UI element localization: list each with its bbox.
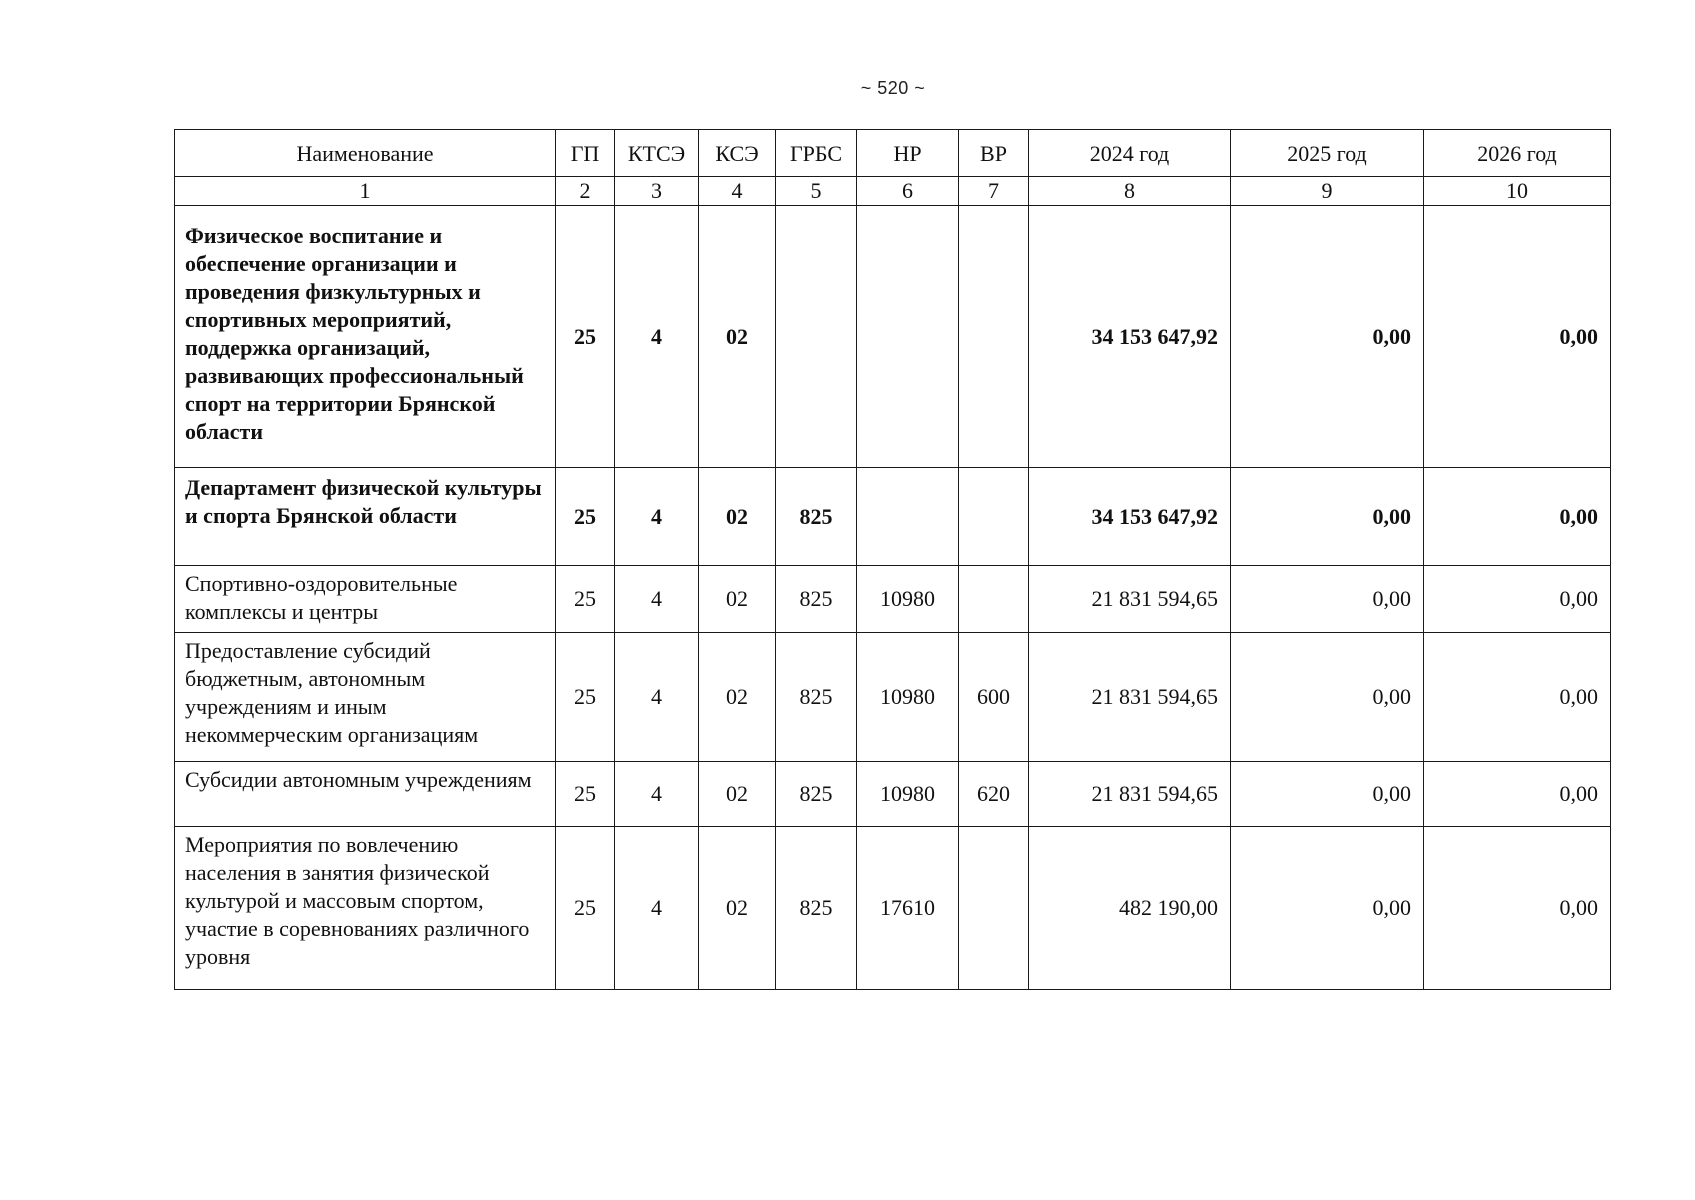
header-2024: 2024 год [1029, 130, 1231, 177]
row-name: Мероприятия по вовлечению населения в занятия физической культурой и массовым спортом, участие в соревнованиях различного уровня [175, 827, 556, 990]
row-vr: 620 [959, 762, 1029, 827]
column-number: 4 [699, 177, 776, 206]
row-gp: 25 [556, 827, 615, 990]
row-nr: 10980 [857, 566, 959, 633]
row-amount-2024: 482 190,00 [1029, 827, 1231, 990]
header-vr: ВР [959, 130, 1029, 177]
column-number: 3 [615, 177, 699, 206]
header-nr: НР [857, 130, 959, 177]
column-number: 6 [857, 177, 959, 206]
row-vr [959, 827, 1029, 990]
row-vr [959, 566, 1029, 633]
row-amount-2026: 0,00 [1424, 566, 1611, 633]
row-amount-2026: 0,00 [1424, 827, 1611, 990]
row-amount-2025: 0,00 [1231, 468, 1424, 566]
header-name: Наименование [175, 130, 556, 177]
table-row [175, 468, 1611, 566]
row-ktse: 4 [615, 633, 699, 762]
row-grbs: 825 [776, 827, 857, 990]
row-amount-2026: 0,00 [1424, 206, 1611, 468]
row-ktse: 4 [615, 566, 699, 633]
row-name: Субсидии автономным учреждениям [175, 762, 556, 827]
table-row [175, 566, 1611, 633]
row-name: Физическое воспитание и обеспечение организации и проведения физкультурных и спортивных мероприятий, поддержка организаций, развивающих профессиональный спорт на территории Брянской области [175, 206, 556, 468]
column-number: 7 [959, 177, 1029, 206]
column-number: 10 [1424, 177, 1611, 206]
column-number: 1 [175, 177, 556, 206]
row-amount-2026: 0,00 [1424, 633, 1611, 762]
row-grbs: 825 [776, 468, 857, 566]
row-vr [959, 468, 1029, 566]
header-kse: КСЭ [699, 130, 776, 177]
header-2026: 2026 год [1424, 130, 1611, 177]
row-ktse: 4 [615, 827, 699, 990]
row-nr: 17610 [857, 827, 959, 990]
row-amount-2025: 0,00 [1231, 827, 1424, 990]
row-grbs: 825 [776, 566, 857, 633]
row-amount-2024: 21 831 594,65 [1029, 566, 1231, 633]
header-2025: 2025 год [1231, 130, 1424, 177]
row-ktse: 4 [615, 468, 699, 566]
row-vr [959, 206, 1029, 468]
row-amount-2026: 0,00 [1424, 762, 1611, 827]
row-amount-2025: 0,00 [1231, 633, 1424, 762]
row-vr: 600 [959, 633, 1029, 762]
budget-table [174, 129, 1611, 990]
row-kse: 02 [699, 468, 776, 566]
column-number: 2 [556, 177, 615, 206]
table-row [175, 633, 1611, 762]
row-gp: 25 [556, 566, 615, 633]
row-gp: 25 [556, 468, 615, 566]
row-nr [857, 206, 959, 468]
row-kse: 02 [699, 206, 776, 468]
header-ktse: КТСЭ [615, 130, 699, 177]
row-kse: 02 [699, 566, 776, 633]
table-row [175, 827, 1611, 990]
row-name: Спортивно-оздоровительные комплексы и центры [175, 566, 556, 633]
column-number-row [175, 177, 1611, 206]
row-amount-2025: 0,00 [1231, 566, 1424, 633]
row-amount-2026: 0,00 [1424, 468, 1611, 566]
row-amount-2024: 34 153 647,92 [1029, 206, 1231, 468]
column-number: 5 [776, 177, 857, 206]
row-gp: 25 [556, 633, 615, 762]
row-amount-2024: 21 831 594,65 [1029, 762, 1231, 827]
row-nr: 10980 [857, 633, 959, 762]
row-kse: 02 [699, 633, 776, 762]
row-ktse: 4 [615, 206, 699, 468]
row-amount-2024: 34 153 647,92 [1029, 468, 1231, 566]
row-amount-2025: 0,00 [1231, 762, 1424, 827]
table-row [175, 206, 1611, 468]
header-row [175, 130, 1611, 177]
row-nr: 10980 [857, 762, 959, 827]
row-amount-2025: 0,00 [1231, 206, 1424, 468]
row-name: Департамент физической культуры и спорта Брянской области [175, 468, 556, 566]
row-amount-2024: 21 831 594,65 [1029, 633, 1231, 762]
row-kse: 02 [699, 762, 776, 827]
header-gp: ГП [556, 130, 615, 177]
page-number: ~ 520 ~ [860, 78, 926, 98]
header-grbs: ГРБС [776, 130, 857, 177]
row-grbs: 825 [776, 762, 857, 827]
row-grbs [776, 206, 857, 468]
row-grbs: 825 [776, 633, 857, 762]
row-gp: 25 [556, 206, 615, 468]
table-row [175, 762, 1611, 827]
row-kse: 02 [699, 827, 776, 990]
column-number: 8 [1029, 177, 1231, 206]
column-number: 9 [1231, 177, 1424, 206]
row-name: Предоставление субсидий бюджетным, автономным учреждениям и иным некоммерческим организациям [175, 633, 556, 762]
row-gp: 25 [556, 762, 615, 827]
row-nr [857, 468, 959, 566]
row-ktse: 4 [615, 762, 699, 827]
